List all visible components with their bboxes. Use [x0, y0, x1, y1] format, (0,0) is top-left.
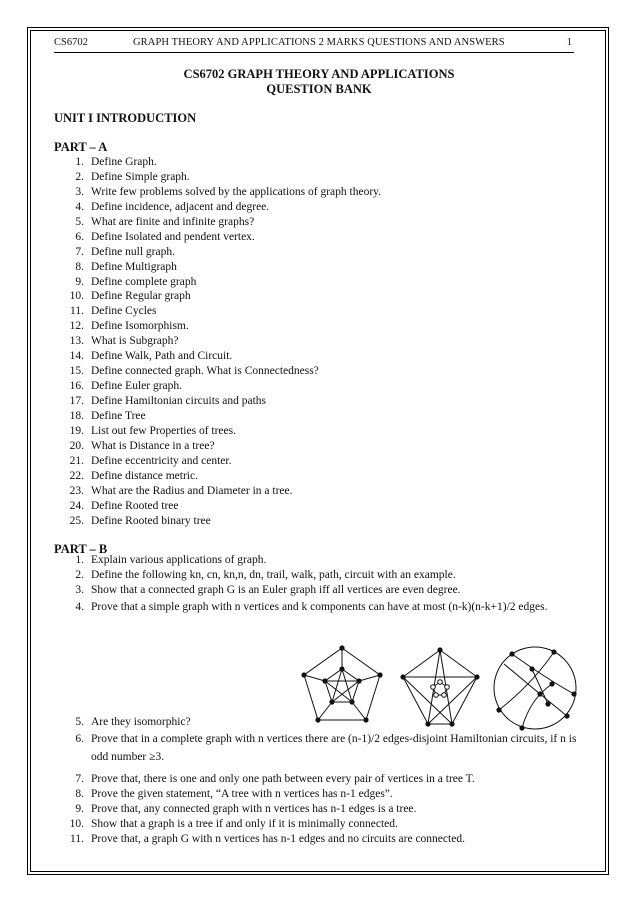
question-item [54, 245, 584, 260]
question-text: Define Hamiltonian circuits and paths [91, 395, 267, 407]
question-text: Define Graph. [91, 156, 157, 168]
question-text: Define Isolated and pendent vertex. [91, 230, 255, 243]
question-item [54, 424, 584, 439]
question-text: Prove that a simple graph with n vertices and k components can have at most (n-k)(n-k+1)/2 edges. [91, 600, 548, 613]
question-number: 2. [75, 170, 84, 183]
question-item [54, 802, 584, 817]
question-item [54, 787, 584, 802]
question-number: 4. [75, 200, 84, 213]
question-item [54, 832, 584, 847]
question-text: Define incidence, adjacent and degree. [91, 200, 270, 213]
question-text: What are finite and infinite graphs? [91, 215, 255, 228]
question-item [54, 364, 584, 379]
question-item [54, 484, 584, 499]
part-b-heading: PART – B [54, 542, 108, 556]
header-course-code: CS6702 [54, 37, 88, 48]
question-item [54, 553, 584, 568]
question-number: 3. [75, 583, 84, 596]
question-item [54, 469, 584, 484]
document-subtitle: QUESTION BANK [266, 82, 372, 96]
question-number: 5. [75, 716, 84, 728]
question-number: 1. [75, 156, 84, 168]
question-text: Define Multigraph [91, 260, 177, 273]
question-text: Define Isomorphism. [91, 320, 189, 333]
question-number: 5. [75, 215, 84, 228]
question-number: 11. [70, 832, 84, 845]
question-text: Prove that, any connected graph with n vertices has n-1 edges is a tree. [91, 802, 417, 815]
question-text: Define complete graph [91, 275, 197, 288]
question-text: Prove that in a complete graph with n vertices there are (n-1)/2 edges-disjoint Hamiltonian circuits, if n is odd number ≥3. [91, 732, 577, 764]
part-b-question-list-1 [54, 553, 584, 635]
question-number: 14. [69, 350, 84, 363]
question-number: 7. [75, 773, 84, 785]
question-text: Define Rooted tree [91, 499, 179, 512]
question-text: Define null graph. [91, 245, 175, 258]
question-text: Are they isomorphic? [91, 716, 191, 728]
question-number: 16. [69, 380, 84, 393]
question-number: 6. [75, 230, 84, 243]
question-text: Define Cycles [91, 305, 157, 318]
question-text: List out few Properties of trees. [91, 424, 236, 437]
header-title: GRAPH THEORY AND APPLICATIONS 2 MARKS QUESTIONS AND ANSWERS [133, 37, 505, 48]
part-b-question-list-3 [54, 772, 584, 847]
question-item [54, 215, 584, 230]
question-item [54, 170, 584, 185]
question-text: Define the following kn, cn, kn,n, dn, trail, walk, path, circuit with an example. [91, 568, 456, 581]
question-number: 4. [75, 600, 84, 613]
question-text: Define connected graph. What is Connectedness? [91, 365, 319, 378]
part-a-question-list [54, 155, 584, 528]
question-item [54, 155, 584, 170]
question-item [54, 379, 584, 394]
question-number: 12. [69, 320, 84, 333]
question-text: Define Rooted binary tree [91, 514, 211, 527]
question-text: Define distance metric. [91, 469, 198, 482]
running-header [54, 36, 574, 53]
part-b-question-list-2 [54, 715, 584, 767]
question-number: 13. [69, 335, 84, 348]
question-number: 7. [75, 245, 84, 258]
part-a-heading: PART – A [54, 140, 108, 154]
question-number: 8. [75, 787, 84, 800]
question-number: 23. [69, 484, 84, 497]
question-item [54, 289, 584, 304]
question-number: 25. [69, 514, 84, 527]
question-item [54, 730, 584, 767]
question-item [54, 499, 584, 514]
question-item [54, 583, 584, 598]
question-item [54, 817, 584, 832]
question-number: 15. [69, 365, 84, 378]
question-item [54, 715, 584, 730]
question-item [54, 319, 584, 334]
question-number: 19. [69, 424, 84, 437]
question-item [54, 275, 584, 290]
question-text: Show that a graph is a tree if and only if it is minimally connected. [91, 817, 398, 830]
question-number: 24. [69, 499, 84, 512]
question-text: What is Subgraph? [91, 335, 179, 348]
document-title: CS6702 GRAPH THEORY AND APPLICATIONS [183, 67, 455, 81]
header-page-number: 1 [566, 37, 572, 48]
question-text: What are the Radius and Diameter in a tree. [91, 484, 293, 497]
question-number: 10. [69, 290, 84, 303]
question-item [54, 454, 584, 469]
question-item [54, 514, 584, 529]
question-number: 18. [69, 409, 84, 422]
question-item [54, 334, 584, 349]
question-item [54, 185, 584, 200]
question-text: Explain various applications of graph. [91, 554, 267, 566]
question-number: 8. [75, 260, 84, 273]
question-number: 22. [69, 469, 84, 482]
question-item [54, 598, 584, 635]
question-text: Prove that, there is one and only one path between every pair of vertices in a tree T. [91, 773, 475, 785]
question-item [54, 349, 584, 364]
question-number: 17. [69, 395, 84, 407]
question-text: Define Regular graph [91, 290, 191, 303]
question-text: What is Distance in a tree? [91, 439, 215, 452]
question-text: Prove that, a graph G with n vertices has n-1 edges and no circuits are connected. [91, 832, 465, 845]
question-text: Define Euler graph. [91, 380, 183, 393]
question-number: 9. [75, 275, 84, 288]
question-number: 6. [75, 732, 84, 745]
question-number: 21. [69, 454, 84, 467]
question-number: 2. [75, 568, 84, 581]
question-number: 3. [75, 185, 84, 198]
question-text: Define eccentricity and center. [91, 454, 232, 467]
question-number: 1. [75, 554, 84, 566]
question-number: 11. [70, 305, 84, 318]
question-number: 10. [69, 817, 84, 830]
question-text: Prove the given statement, “A tree with n vertices has n-1 edges”. [91, 787, 393, 800]
question-item [54, 260, 584, 275]
question-item [54, 200, 584, 215]
question-item [54, 409, 584, 424]
question-item [54, 568, 584, 583]
question-number: 9. [75, 802, 84, 815]
question-item [54, 772, 584, 787]
unit-heading: UNIT I INTRODUCTION [54, 111, 197, 125]
question-number: 20. [69, 439, 84, 452]
question-item [54, 230, 584, 245]
graph-petersen-standard [304, 648, 380, 720]
question-item [54, 394, 584, 409]
question-text: Show that a connected graph G is an Euler graph iff all vertices are even degree. [91, 583, 461, 596]
question-text: Define Walk, Path and Circuit. [91, 350, 233, 363]
question-text: Define Tree [91, 409, 146, 422]
question-text: Write few problems solved by the applications of graph theory. [91, 185, 382, 198]
graph-star-pentagon [403, 650, 477, 724]
question-text: Define Simple graph. [91, 170, 190, 183]
question-item [54, 304, 584, 319]
question-item [54, 439, 584, 454]
